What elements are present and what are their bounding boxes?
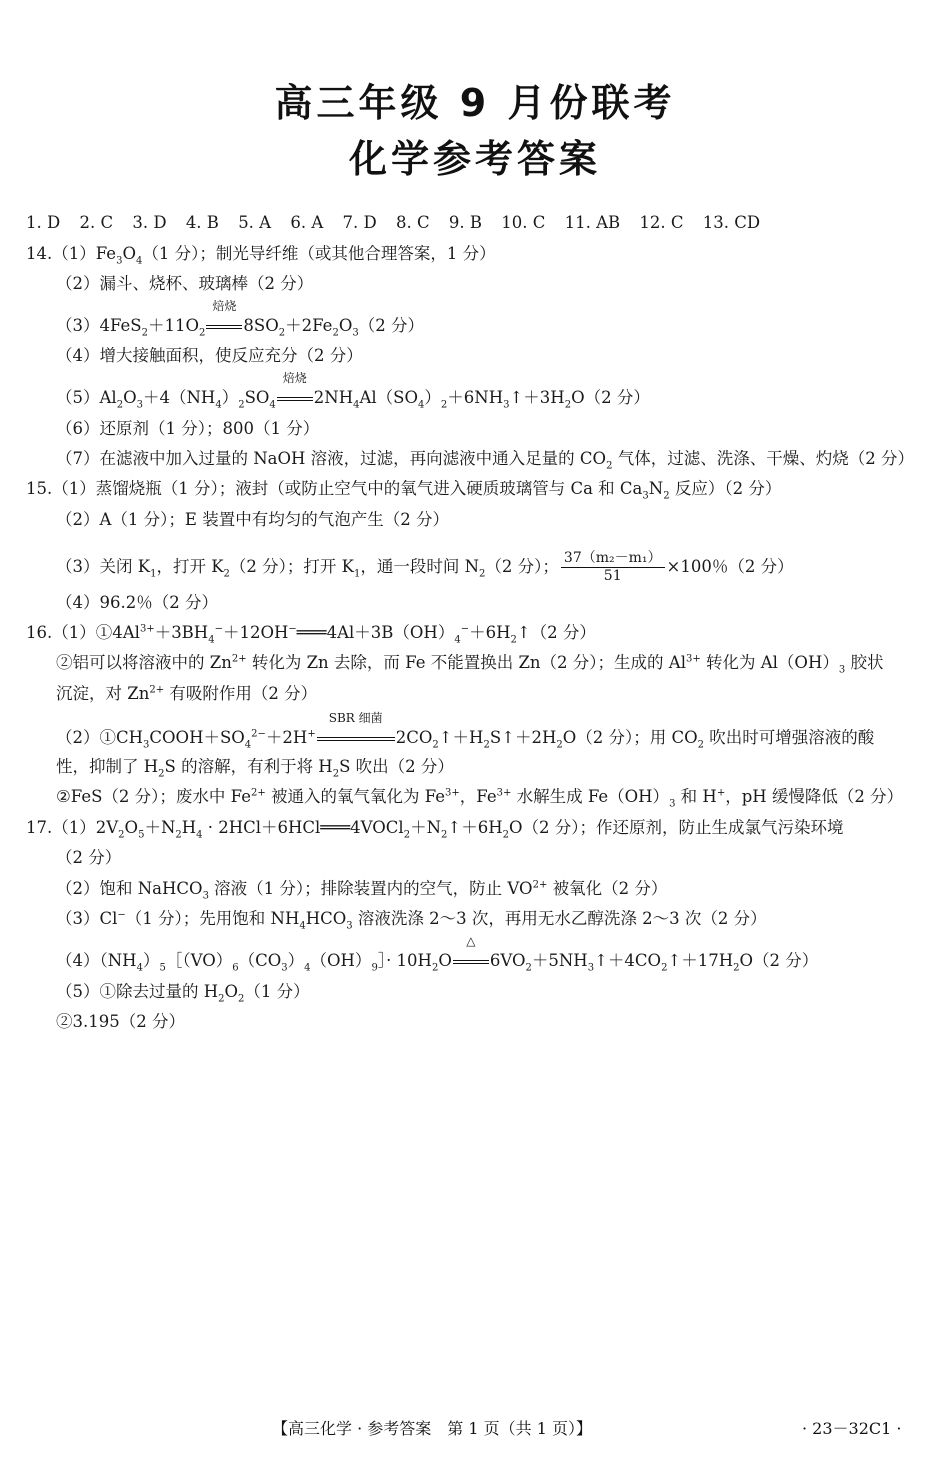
reaction-condition: 焙烧 — [206, 315, 242, 337]
q14-line-6: （6）还原剂（1 分）；800（1 分） — [56, 419, 320, 438]
q17-line-3: （2）饱和 NaHCO$_3$ 溶液（1 分）；排除装置内的空气，防止 $VO^{2+}$ 被氧化（2 分） — [56, 879, 668, 902]
q16-line-1: $16.(1)①4Al^{3+}+3BH_4^-+12OH^-═══4Al+3B(OH)_4^-+6H_2↑(2$ 分） — [26, 623, 596, 646]
q14-line-3: $(3)4FeS_2+11O_2$ 焙烧 $8SO_2+2Fe_2O_3(2$ 分） — [56, 299, 424, 339]
q15-line-2: （2）A（1 分）；E 装置中有均匀的气泡产生（2 分） — [56, 510, 449, 529]
q16-line-6: ②FeS（2 分）；废水中 $Fe^{2+}$ 被通入的氧气氧化为 $Fe^{3+}$，$Fe^{3+}$ 水解生成 $Fe(OH)_3$ 和 H+，pH 缓慢降低（2 分） — [56, 787, 904, 810]
mc-answer: 11. AB — [564, 213, 621, 232]
mc-answer: 8. C — [395, 213, 430, 232]
page-subtitle: 化学参考答案 — [348, 137, 601, 181]
q17-line-2: （2 分） — [56, 848, 122, 867]
q15-line-1: 15.（1）蒸馏烧瓶（1 分）；液封（或防止空气中的氧气进入硬质玻璃管与 Ca 和 $Ca_3N_2$ 反应）（2 分） — [26, 479, 782, 502]
q15-line-3: （3）关闭 $K_1$，打开 $K_2(2$ 分）；打开 $K_1$，通一段时间 $N_2(2$ 分）； $\frac{\text{37（m₂－m₁）}}{51}$ ×100％（2 分） — [56, 550, 794, 584]
mc-answer: 5. A — [238, 213, 272, 232]
q14-line-5: $(5)Al_2O_3+4(NH_4)_2SO_4$ 焙烧 $2NH_4Al(SO_4)_2+6NH_3↑+3H_2O(2$ 分） — [56, 371, 650, 411]
q16-line-3: 沉淀，对 $Zn^{2+}$ 有吸附作用（2 分） — [56, 684, 318, 703]
q17-line-6: （5）①除去过量的 $H_2O_2(1$ 分） — [56, 982, 310, 1005]
page-title: 高三年级 9 月份联考 — [274, 81, 676, 125]
reaction-condition: △ — [453, 950, 489, 972]
q16-line-5: 性，抑制了 $H_2S$ 的溶解，有利于将 $H_2S$ 吹出（2 分） — [56, 757, 454, 780]
mc-answer: 12. C — [639, 213, 684, 232]
page-footer: 【高三化学 · 参考答案 第 1 页（共 1 页）】 — [272, 1419, 592, 1438]
q15-line-4: （4）96.2％（2 分） — [56, 593, 218, 612]
reaction-condition: 焙烧 — [277, 387, 313, 409]
document-code: · 23－32C1 · — [802, 1419, 902, 1438]
mc-answer: 6. A — [290, 213, 324, 232]
mc-answer: 13. CD — [702, 213, 761, 232]
yield-fraction: $\frac{\text{37（m₂－m₁）}}{51}$ — [561, 550, 665, 585]
mc-answer: 4. B — [185, 213, 219, 232]
multiple-choice-answers — [26, 212, 774, 234]
q17-line-7: ②3.195（2 分） — [56, 1012, 185, 1031]
q14-line-2: （2）漏斗、烧杯、玻璃棒（2 分） — [56, 274, 314, 293]
mc-answer: 10. C — [501, 213, 546, 232]
mc-answer: 3. D — [132, 213, 167, 232]
reaction-condition: SBR 细菌 — [317, 727, 395, 749]
q17-line-4: （3）Cl−（1 分）；先用饱和 $NH_4HCO_3$ 溶液洗涤 2～3 次，再用无水乙醇洗涤 2～3 次（2 分） — [56, 909, 767, 932]
q14-line-4: （4）增大接触面积，使反应充分（2 分） — [56, 346, 363, 365]
q16-line-4: $(2)①CH_3COOH+SO_4^{2-}+2H^+$ SBR 细菌 $2CO_2↑+H_2S↑+2H_2O(2$ 分）；用 $CO_2$ 吹出时可增强溶液的酸 — [56, 711, 875, 751]
mc-answer: 9. B — [448, 213, 482, 232]
q14-line-1: $14.(1)Fe_3O_4(1$ 分）；制光导纤维（或其他合理答案，1 分） — [26, 244, 496, 267]
q16-line-2: ②铝可以将溶液中的 $Zn^{2+}$ 转化为 Zn 去除，而 Fe 不能置换出 Zn（2 分）；生成的 $Al^{3+}$ 转化为 $Al(OH)_3$ 胶状 — [56, 653, 884, 676]
q17-line-5: $(4)(NH_4)_5[(VO)_6(CO_3)_4(OH)_9]\cdot 10H_2O$ △ $6VO_2+5NH_3↑+4CO_2↑+17H_2O(2$ 分） — [56, 934, 819, 974]
q14-line-7: （7）在滤液中加入过量的 NaOH 溶液，过滤，再向滤液中通入足量的 $CO_2$ 气体，过滤、洗涤、干燥、灼烧（2 分） — [56, 449, 914, 472]
q17-line-1: $17.(1)2V_2O_5+N_2H_4$ · $2HCl+6HCl═══4VOCl_2+N_2↑+6H_2O(2$ 分）；作还原剂，防止生成氯气污染环境 — [26, 818, 844, 841]
mc-answer: 2. C — [79, 213, 114, 232]
mc-answer: 7. D — [342, 213, 377, 232]
mc-answer: 1. D — [26, 213, 61, 232]
